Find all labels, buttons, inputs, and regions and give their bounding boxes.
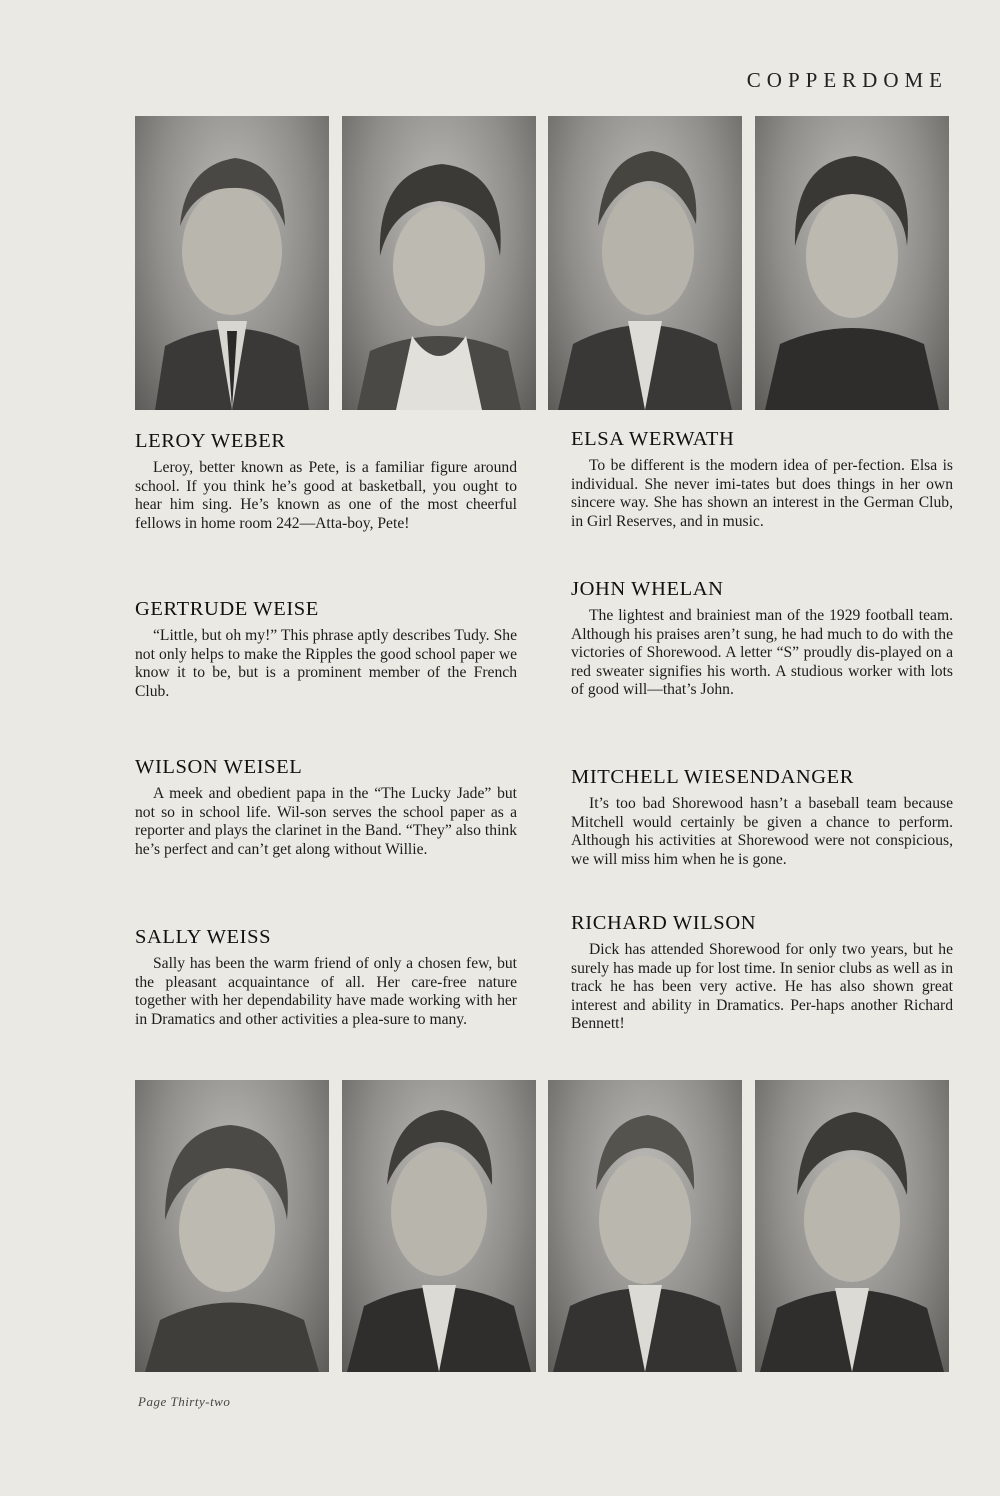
student-bio: To be different is the modern idea of per-fection. Elsa is individual. She never imi-tates but does things in her own sincere way. She has shown an interest in the German Club, in Girl Reserves, and in music. [571,457,953,530]
student-name: MITCHELL WIESENDANGER [571,766,855,788]
student-name: JOHN WHELAN [571,578,724,600]
student-name: GERTRUDE WEISE [135,598,319,620]
student-entry [571,766,953,904]
student-bio: It’s too bad Shorewood hasn’t a baseball team because Mitchell would certainly be given a chance to perform. Although his activities at Shorewood were not conspicious, we will miss him when he is gone. [571,795,953,868]
top-photo-row [135,116,949,410]
student-name: RICHARD WILSON [571,912,757,934]
student-bio: Dick has attended Shorewood for only two years, but he surely has made up for lost time. In senior clubs as well as in track he has been very active. He has also shown great interest and ability in Dramatics. Per-haps another Richard Bennett! [571,941,953,1033]
page-number: Page Thirty-two [138,1394,231,1409]
student-entry [135,430,517,590]
student-entry [135,756,517,918]
student-name: SALLY WEISS [135,926,272,948]
student-bio: Sally has been the warm friend of only a chosen few, but the pleasant acquaintance of all. Her care-free nature together with her dependability have made working with her in Dramatics and other activities a plea-sure to many. [135,955,517,1028]
portrait-photo [755,116,949,410]
student-bio: A meek and obedient papa in the “The Lucky Jade” but not so in school life. Wil-son serves the school paper as a reporter and plays the clarinet in the Band. “They” also think he’s perfect and can’t get along without Willie. [135,785,517,858]
student-entry [571,428,953,574]
portrait-photo [135,1080,329,1372]
portrait-photo [342,1080,536,1372]
bottom-photo-row [135,1080,949,1372]
portrait-photo [755,1080,949,1372]
page-header: COPPERDOME [746,68,948,92]
student-name: LEROY WEBER [135,430,286,452]
student-bio: The lightest and brainiest man of the 1929 football team. Although his praises aren’t sung, he had much to do with the victories of Shorewood. A letter “S” proudly dis-played on a red sweater signifies his worth. A studious worker with lots of good will—that’s John. [571,607,953,699]
student-name: WILSON WEISEL [135,756,303,778]
student-entry [571,578,953,758]
student-entry [135,598,517,746]
portrait-photo [548,116,742,410]
portrait-photo [135,116,329,410]
student-entry [571,912,953,1034]
student-entry [135,926,517,1029]
portrait-photo [342,116,536,410]
student-name: ELSA WERWATH [571,428,735,450]
student-bio: “Little, but oh my!” This phrase aptly describes Tudy. She not only helps to make the Ripples the good school paper we know it to be, but is a prominent member of the French Club. [135,627,517,700]
portrait-photo [548,1080,742,1372]
student-bio: Leroy, better known as Pete, is a familiar figure around school. If you think he’s good at basketball, you ought to hear him sing. He’s known as one of the most cheerful fellows in home room 242—Atta-boy, Pete! [135,459,517,532]
left-column [135,430,517,1029]
right-column [571,428,953,1034]
